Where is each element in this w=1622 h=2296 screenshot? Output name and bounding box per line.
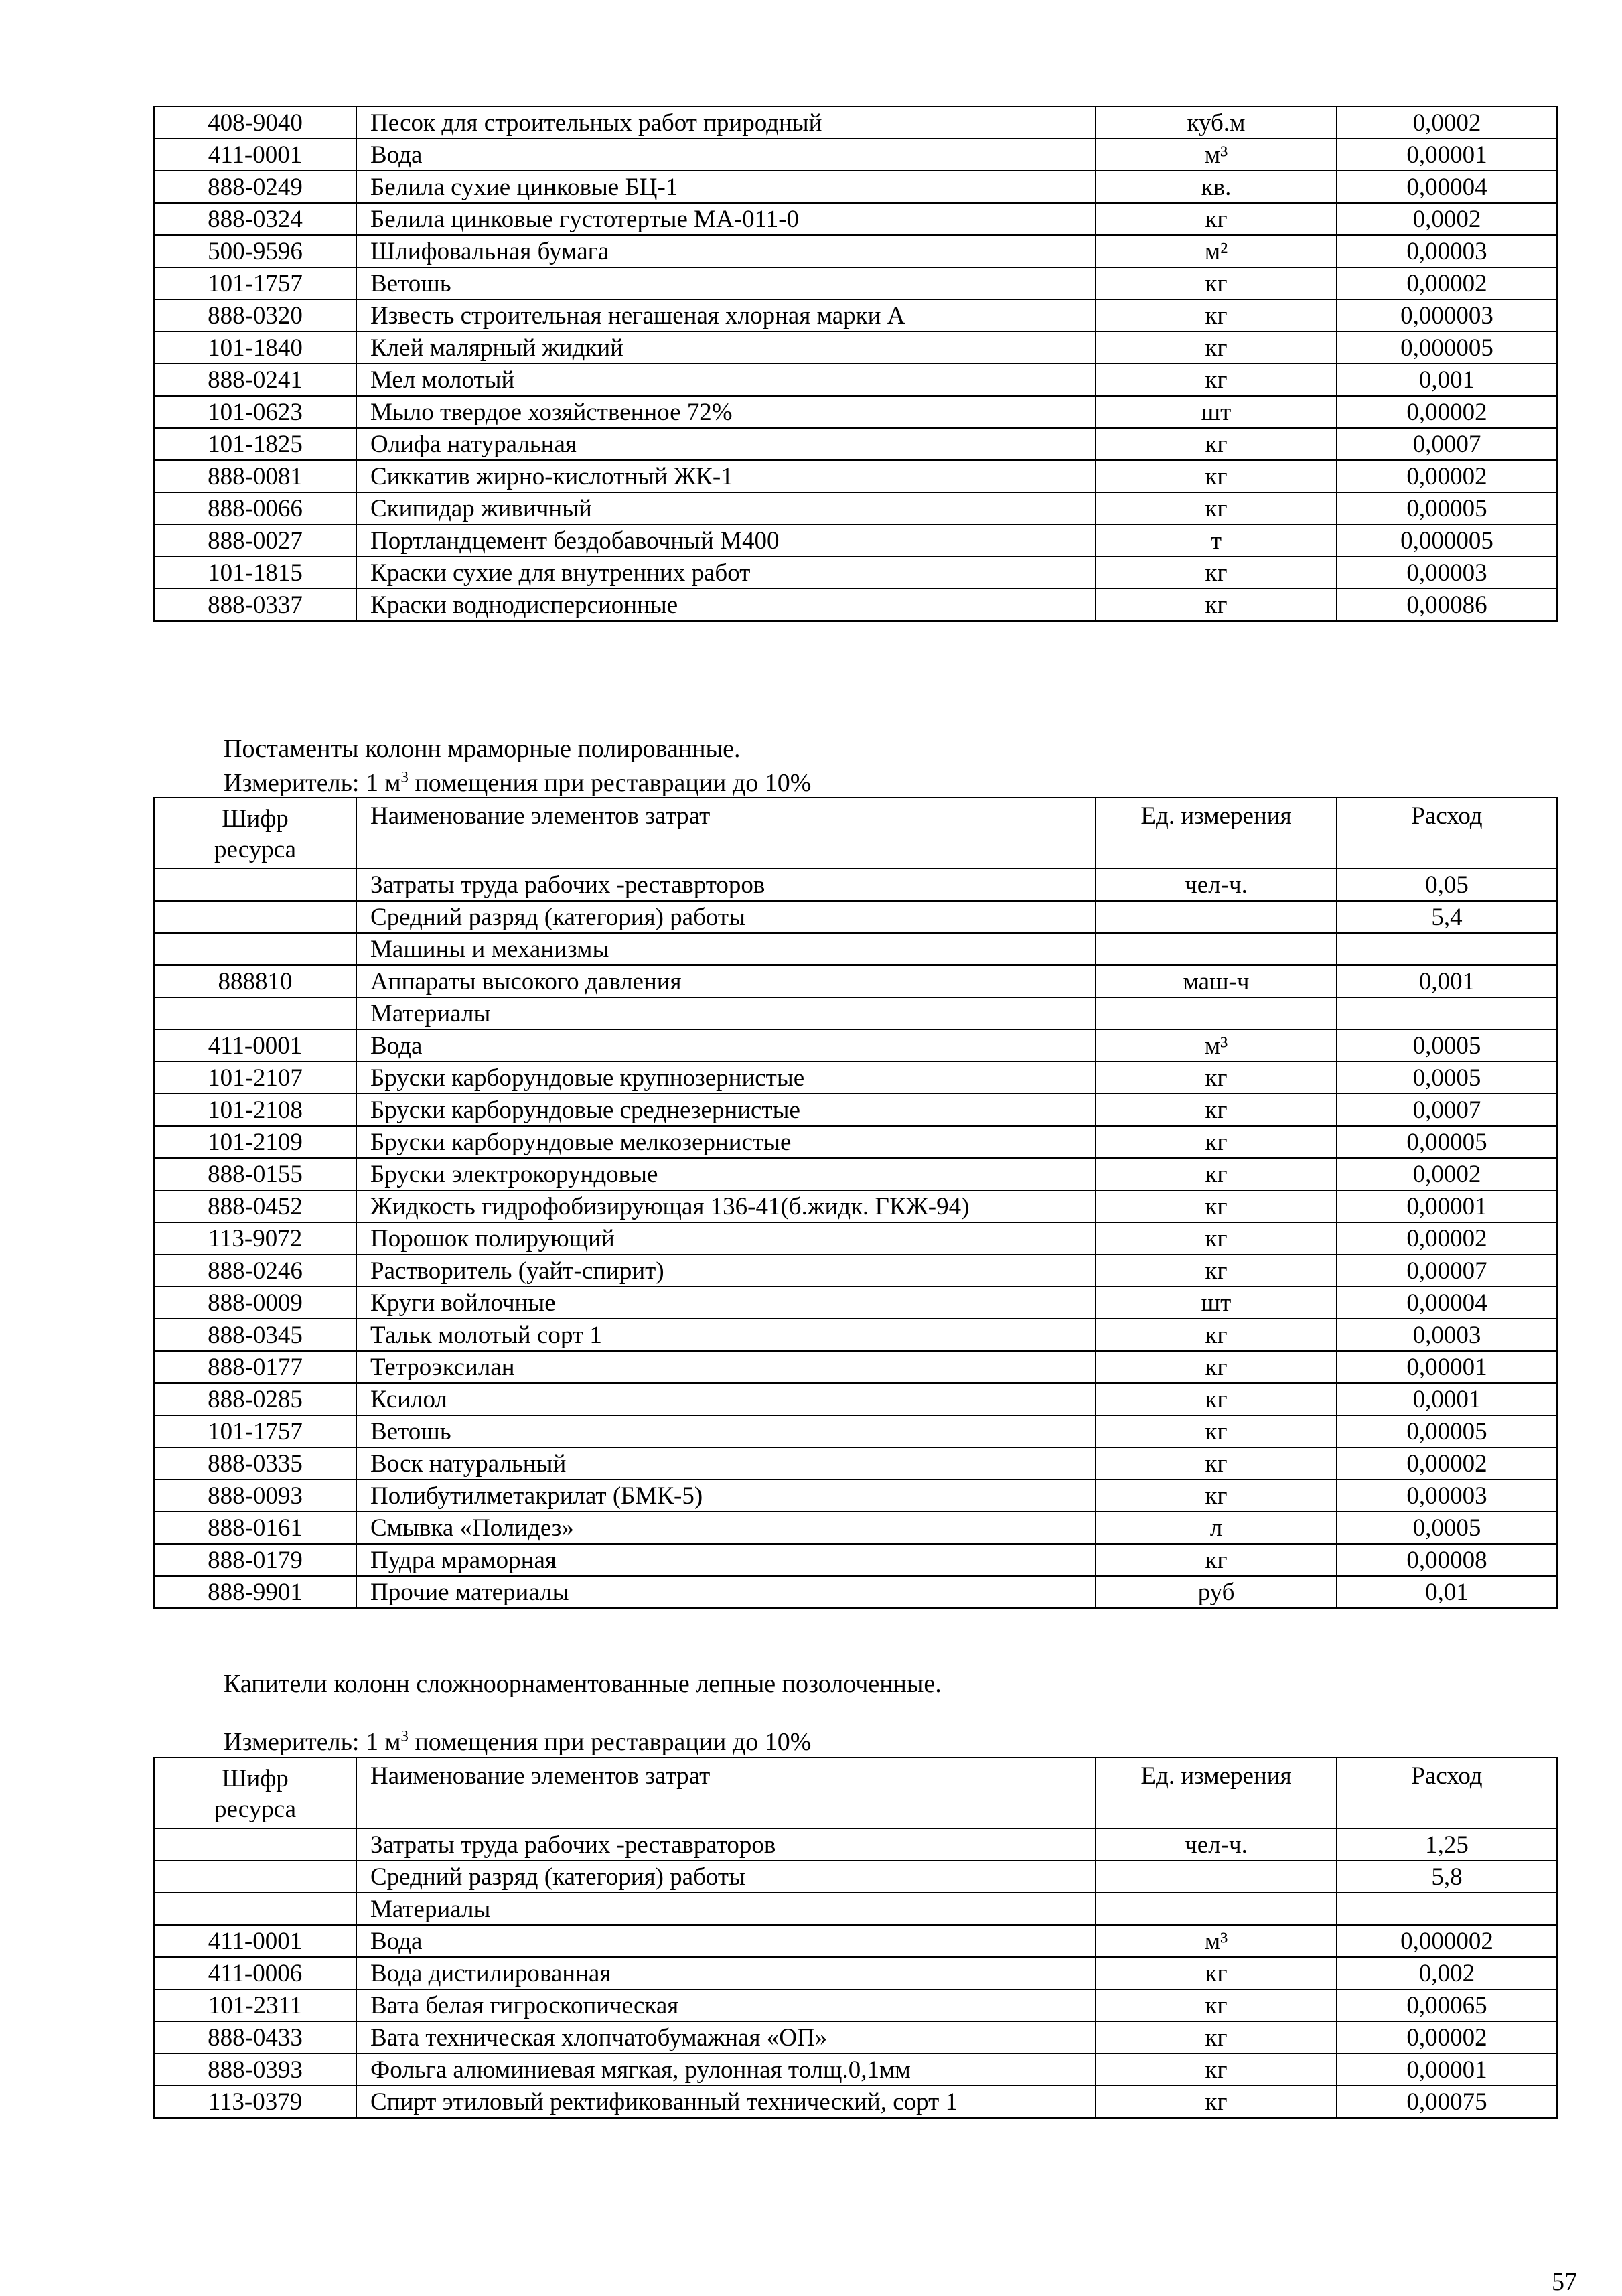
cell-name: Средний разряд (категория) работы [356,1861,1096,1893]
cell-code: 101-2311 [154,1989,356,2021]
table-row [154,428,1557,460]
cell-value [1337,933,1557,965]
cell-name: Краски воднодисперсионные [356,589,1096,621]
cell-name: Бруски карборундовые мелкозернистые [356,1126,1096,1158]
cell-code: 888-0155 [154,1158,356,1190]
cell-code: 888810 [154,965,356,997]
cell-name: Песок для строительных работ природный [356,106,1096,139]
cell-code: 888-0066 [154,492,356,524]
cell-name: Мел молотый [356,364,1096,396]
cell-unit: кг [1096,460,1337,492]
cell-value [1337,1893,1557,1925]
cell-value: 0,00003 [1337,1480,1557,1512]
cell-value: 0,001 [1337,965,1557,997]
cell-name: Затраты труда рабочих -реставраторов [356,1828,1096,1861]
table-row [154,299,1557,332]
cell-code: 101-1825 [154,428,356,460]
cell-value: 0,00005 [1337,1415,1557,1447]
cell-name: Белила цинковые густотертые МА-011-0 [356,203,1096,235]
cell-unit: кг [1096,1957,1337,1989]
cell-unit: кг [1096,2086,1337,2118]
cell-name: Краски сухие для внутренних работ [356,557,1096,589]
cell-value: 0,00001 [1337,2054,1557,2086]
measure-line-pedestals: Измеритель: 1 $м^3$ помещения при реставрации до 10% [224,768,812,797]
cell-value [1337,997,1557,1029]
cell-unit: кг [1096,1544,1337,1576]
cell-code: 888-0249 [154,171,356,203]
table-row [154,1254,1557,1287]
cell-unit: т [1096,524,1337,557]
cell-name: Вода [356,1925,1096,1957]
table-row [154,1190,1557,1222]
table-row [154,557,1557,589]
table-row [154,1828,1557,1861]
cell-code: 101-1840 [154,332,356,364]
cell-code: 888-0433 [154,2021,356,2054]
cell-code: 101-0623 [154,396,356,428]
table-row [154,364,1557,396]
cell-unit: м³ [1096,1029,1337,1062]
cell-value: 0,0005 [1337,1062,1557,1094]
cell-code: 101-2109 [154,1126,356,1158]
section-title-pedestals: Постаменты колонн мраморные полированные. [224,735,741,763]
header-name: Наименование элементов затрат [356,1757,1096,1828]
table-row [154,1029,1557,1062]
cell-code: 888-0177 [154,1351,356,1383]
cell-unit [1096,933,1337,965]
cell-code: 888-0009 [154,1287,356,1319]
cell-unit: кг [1096,1480,1337,1512]
cell-unit [1096,901,1337,933]
table-row [154,997,1557,1029]
cell-name: Круги войлочные [356,1287,1096,1319]
cell-code: 411-0001 [154,1925,356,1957]
table-row [154,1415,1557,1447]
cell-name: Растворитель (уайт-спирит) [356,1254,1096,1287]
table-row [154,1861,1557,1893]
cell-name: Полибутилметакрилат (БМК-5) [356,1480,1096,1512]
header-name: Наименование элементов затрат [356,798,1096,869]
cell-code: 888-0179 [154,1544,356,1576]
cell-name: Порошок полирующий [356,1222,1096,1254]
resource-table-continued [153,106,1558,622]
cell-value: 0,00004 [1337,171,1557,203]
cell-code: 500-9596 [154,235,356,267]
cell-name: Жидкость гидрофобизирующая 136-41(б.жидк. ГКЖ-94) [356,1190,1096,1222]
cell-unit: кг [1096,1447,1337,1480]
table-row [154,203,1557,235]
cell-code: 888-0345 [154,1319,356,1351]
cell-code: 408-9040 [154,106,356,139]
table-row [154,235,1557,267]
cell-value: 0,0002 [1337,203,1557,235]
cell-value: 0,0005 [1337,1512,1557,1544]
cell-name: Ветошь [356,1415,1096,1447]
cell-unit: л [1096,1512,1337,1544]
cell-code [154,901,356,933]
cell-unit: кг [1096,1190,1337,1222]
cell-name: Воск натуральный [356,1447,1096,1480]
table-row [154,1094,1557,1126]
cell-name: Вода дистилированная [356,1957,1096,1989]
cell-unit: кв. [1096,171,1337,203]
cell-code: 101-1757 [154,1415,356,1447]
resource-table-capitals [153,1757,1558,2119]
table-row [154,1989,1557,2021]
resource-table-pedestals [153,797,1558,1609]
cell-value: 0,00005 [1337,1126,1557,1158]
cell-value: 1,25 [1337,1828,1557,1861]
cell-value: 0,0002 [1337,1158,1557,1190]
cell-unit: м³ [1096,1925,1337,1957]
cell-name: Аппараты высокого давления [356,965,1096,997]
table-row [154,2054,1557,2086]
cell-name: Бруски электрокорундовые [356,1158,1096,1190]
cell-code [154,1893,356,1925]
header-unit: Ед. измерения [1096,1757,1337,1828]
cell-name: Вата белая гигроскопическая [356,1989,1096,2021]
cell-unit: кг [1096,299,1337,332]
cell-value: 5,8 [1337,1861,1557,1893]
table-row [154,1351,1557,1383]
cell-code: 888-0246 [154,1254,356,1287]
table-row [154,396,1557,428]
cell-name: Тальк молотый сорт 1 [356,1319,1096,1351]
cell-code: 101-2107 [154,1062,356,1094]
cell-unit: кг [1096,1062,1337,1094]
cell-name: Вода [356,1029,1096,1062]
cell-name: Бруски карборундовые среднезернистые [356,1094,1096,1126]
header-code: Шифр ресурса [154,798,356,869]
cell-unit: кг [1096,332,1337,364]
cell-value: 0,0007 [1337,428,1557,460]
table-row [154,1957,1557,1989]
cell-value: 5,4 [1337,901,1557,933]
cell-unit: кг [1096,428,1337,460]
cell-value: 0,00008 [1337,1544,1557,1576]
cell-unit: м² [1096,235,1337,267]
cell-value: 0,0007 [1337,1094,1557,1126]
cell-unit [1096,1861,1337,1893]
cell-value: 0,00005 [1337,492,1557,524]
cell-code: 888-0393 [154,2054,356,2086]
cell-value: 0,00002 [1337,460,1557,492]
cell-code: 888-9901 [154,1576,356,1608]
cell-value: 0,001 [1337,364,1557,396]
cell-value: 0,00004 [1337,1287,1557,1319]
table-row [154,492,1557,524]
page-number: 57 [1552,2268,1577,2296]
cell-unit: кг [1096,1415,1337,1447]
cell-value: 0,00075 [1337,2086,1557,2118]
cell-unit: чел-ч. [1096,1828,1337,1861]
cell-code: 101-2108 [154,1094,356,1126]
cell-unit [1096,1893,1337,1925]
section-title-capitals: Капители колонн сложноорнаментованные лепные позолоченные. [224,1670,942,1698]
cell-code: 888-0093 [154,1480,356,1512]
cell-value: 0,01 [1337,1576,1557,1608]
table-header-row [154,798,1557,869]
cell-value: 0,00001 [1337,1190,1557,1222]
cell-value: 0,00002 [1337,1222,1557,1254]
cell-code: 888-0241 [154,364,356,396]
cell-code [154,869,356,901]
cell-name: Затраты труда рабочих -реставрторов [356,869,1096,901]
cell-value: 0,0002 [1337,106,1557,139]
table-row [154,106,1557,139]
cell-value: 0,0005 [1337,1029,1557,1062]
cell-unit: кг [1096,1383,1337,1415]
table-row [154,1512,1557,1544]
cell-code: 888-0335 [154,1447,356,1480]
cell-unit: м³ [1096,139,1337,171]
cell-code: 113-0379 [154,2086,356,2118]
cell-unit: маш-ч [1096,965,1337,997]
cell-name: Средний разряд (категория) работы [356,901,1096,933]
cell-unit: чел-ч. [1096,869,1337,901]
cell-unit: кг [1096,557,1337,589]
table-row [154,267,1557,299]
table-row [154,1126,1557,1158]
cell-name: Олифа натуральная [356,428,1096,460]
table-row [154,1544,1557,1576]
table-header-row [154,1757,1557,1828]
cell-name: Бруски карборундовые крупнозернистые [356,1062,1096,1094]
table-row [154,869,1557,901]
cell-unit: кг [1096,1158,1337,1190]
table-row [154,524,1557,557]
cell-name: Известь строительная негашеная хлорная марки А [356,299,1096,332]
cell-name: Клей малярный жидкий [356,332,1096,364]
table-row [154,933,1557,965]
header-code: Шифр ресурса [154,1757,356,1828]
table-row [154,2086,1557,2118]
cell-code: 411-0006 [154,1957,356,1989]
cell-unit: кг [1096,2021,1337,2054]
cell-code: 411-0001 [154,139,356,171]
cell-name: Тетроэксилан [356,1351,1096,1383]
cell-code: 888-0081 [154,460,356,492]
cell-name: Белила сухие цинковые БЦ-1 [356,171,1096,203]
cell-name: Скипидар живичный [356,492,1096,524]
cell-value: 0,000002 [1337,1925,1557,1957]
header-value: Расход [1337,798,1557,869]
cell-code: 888-0324 [154,203,356,235]
cell-value: 0,000005 [1337,524,1557,557]
table-row [154,139,1557,171]
measure-line-capitals: Измеритель: 1 $м^3$ помещения при реставрации до 10% [224,1727,812,1756]
cell-unit: шт [1096,396,1337,428]
table-row [154,1287,1557,1319]
cell-value: 0,00002 [1337,267,1557,299]
table-row [154,1222,1557,1254]
table-row [154,1480,1557,1512]
cell-value: 0,00003 [1337,235,1557,267]
cell-code: 888-0161 [154,1512,356,1544]
cell-unit: кг [1096,267,1337,299]
cell-value: 0,00002 [1337,396,1557,428]
table-row [154,2021,1557,2054]
cell-unit: кг [1096,1254,1337,1287]
cell-code: 101-1757 [154,267,356,299]
cell-value: 0,00065 [1337,1989,1557,2021]
cell-unit: кг [1096,1094,1337,1126]
cell-code: 888-0285 [154,1383,356,1415]
cell-unit: кг [1096,1126,1337,1158]
table-row [154,1925,1557,1957]
cell-code: 888-0452 [154,1190,356,1222]
cell-name: Вата техническая хлопчатобумажная «ОП» [356,2021,1096,2054]
cell-value: 0,00086 [1337,589,1557,621]
cell-name: Смывка «Полидез» [356,1512,1096,1544]
table-row [154,965,1557,997]
cell-code [154,933,356,965]
cell-unit: куб.м [1096,106,1337,139]
cell-unit: кг [1096,364,1337,396]
table-row [154,1319,1557,1351]
cell-value: 0,00001 [1337,139,1557,171]
table-row [154,589,1557,621]
cell-value: 0,05 [1337,869,1557,901]
cell-code [154,1828,356,1861]
cell-unit: кг [1096,492,1337,524]
table-row [154,1383,1557,1415]
table-row [154,460,1557,492]
cell-code [154,997,356,1029]
cell-unit [1096,997,1337,1029]
cell-code: 888-0027 [154,524,356,557]
table-row [154,332,1557,364]
cell-unit: шт [1096,1287,1337,1319]
cell-name: Мыло твердое хозяйственное 72% [356,396,1096,428]
cell-unit: кг [1096,2054,1337,2086]
cell-code: 888-0320 [154,299,356,332]
cell-name: Прочие материалы [356,1576,1096,1608]
cell-value: 0,00002 [1337,1447,1557,1480]
cell-name: Портландцемент бездобавочный М400 [356,524,1096,557]
cell-name: Сиккатив жирно-кислотный ЖК-1 [356,460,1096,492]
table-row [154,1447,1557,1480]
cell-name: Шлифовальная бумага [356,235,1096,267]
cell-value: 0,00007 [1337,1254,1557,1287]
cell-value: 0,002 [1337,1957,1557,1989]
table-row [154,901,1557,933]
cell-unit: руб [1096,1576,1337,1608]
cell-unit: кг [1096,589,1337,621]
cell-value: 0,000005 [1337,332,1557,364]
cell-unit: кг [1096,1989,1337,2021]
cell-unit: кг [1096,1222,1337,1254]
cell-code: 101-1815 [154,557,356,589]
cell-value: 0,0001 [1337,1383,1557,1415]
table-row [154,171,1557,203]
cell-name: Машины и механизмы [356,933,1096,965]
cell-code: 113-9072 [154,1222,356,1254]
cell-name: Ксилол [356,1383,1096,1415]
header-unit: Ед. измерения [1096,798,1337,869]
cell-unit: кг [1096,1351,1337,1383]
cell-value: 0,000003 [1337,299,1557,332]
table-row [154,1893,1557,1925]
cell-unit: кг [1096,1319,1337,1351]
cell-value: 0,00003 [1337,557,1557,589]
cell-name: Материалы [356,997,1096,1029]
cell-code: 411-0001 [154,1029,356,1062]
cell-name: Спирт этиловый ректификованный технический, сорт 1 [356,2086,1096,2118]
cell-name: Ветошь [356,267,1096,299]
cell-code: 888-0337 [154,589,356,621]
cell-name: Материалы [356,1893,1096,1925]
cell-value: 0,0003 [1337,1319,1557,1351]
cell-name: Пудра мраморная [356,1544,1096,1576]
table-row [154,1576,1557,1608]
cell-value: 0,00001 [1337,1351,1557,1383]
cell-name: Фольга алюминиевая мягкая, рулонная толщ.0,1мм [356,2054,1096,2086]
table-row [154,1158,1557,1190]
cell-unit: кг [1096,203,1337,235]
cell-name: Вода [356,139,1096,171]
table-row [154,1062,1557,1094]
cell-value: 0,00002 [1337,2021,1557,2054]
header-value: Расход [1337,1757,1557,1828]
cell-code [154,1861,356,1893]
